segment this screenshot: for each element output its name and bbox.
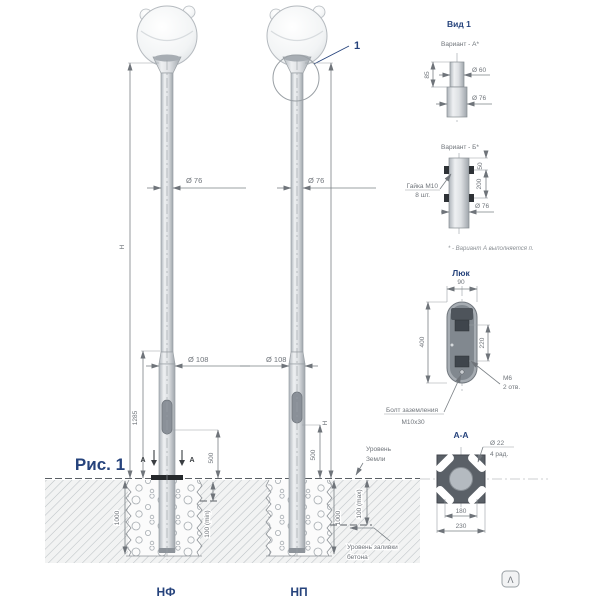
dim-d60: Ø 60	[472, 67, 487, 74]
dim-90: 90	[457, 279, 465, 286]
dim-220: 220	[479, 337, 486, 349]
ground-level-label	[356, 446, 392, 475]
dim-d76-vb: Ø 76	[475, 203, 490, 210]
variant-a-label: Вариант - А*	[441, 41, 480, 48]
variant-note: * - Вариант А выполняется п.	[448, 246, 534, 252]
svg-text:Гайка М10: Гайка М10	[406, 183, 438, 190]
pole-right	[267, 6, 360, 560]
view1-variant-b	[405, 144, 534, 252]
dim-500-left: 500	[208, 452, 215, 464]
svg-text:Ø 22: Ø 22	[490, 440, 505, 447]
dim-d108-left: Ø 108	[188, 355, 209, 364]
pole-left-code: НФ	[156, 585, 176, 599]
dim-85: 85	[424, 71, 431, 79]
dim-1000-left: 1000	[114, 510, 121, 526]
dim-180: 180	[455, 508, 467, 515]
section-a-a	[420, 430, 548, 533]
svg-text:М6: М6	[503, 375, 513, 382]
hatch-detail	[384, 268, 520, 426]
callout-1: 1	[354, 40, 361, 52]
dim-400: 400	[419, 336, 426, 348]
svg-text:Земли: Земли	[366, 456, 386, 463]
figure-label: Рис. 1	[74, 455, 126, 474]
dim-230: 230	[455, 523, 467, 530]
dim-d76-left: Ø 76	[186, 176, 203, 185]
dim-500-right: 500	[310, 449, 317, 461]
dim-100max: 100 (max)	[356, 489, 363, 519]
dim-d76-va: Ø 76	[472, 95, 487, 102]
hatch-title: Люк	[452, 268, 470, 278]
pole-right-code: НП	[290, 585, 308, 599]
ground-bolt-label	[384, 375, 461, 426]
dim-100min: 100 (min)	[204, 510, 211, 538]
svg-text:Уровень: Уровень	[366, 446, 392, 453]
pole-cross-section	[450, 468, 473, 491]
dim-h-right: H	[322, 420, 329, 426]
dim-50: 50	[477, 162, 484, 170]
svg-text:8 шт.: 8 шт.	[415, 192, 430, 199]
pole-left	[137, 6, 197, 560]
section-mark-a-left: А	[140, 457, 146, 464]
svg-text:бетона: бетона	[347, 554, 368, 561]
section-mark-a-right: А	[189, 457, 195, 464]
variant-b-label: Вариант - Б*	[441, 144, 479, 151]
svg-text:Уровень заливки: Уровень заливки	[347, 544, 398, 551]
watermark-logo	[502, 571, 519, 587]
dim-d76-right: Ø 76	[308, 176, 325, 185]
svg-text:М10х30: М10х30	[401, 419, 425, 426]
dim-h-left: H	[119, 244, 126, 250]
dim-d108-right: Ø 108	[266, 355, 287, 364]
view1-title: Вид 1	[447, 19, 471, 29]
svg-text:4 рад.: 4 рад.	[490, 451, 509, 458]
m6-label	[471, 361, 520, 391]
watermark-glyph: Λ	[507, 575, 514, 585]
svg-text:2 отв.: 2 отв.	[503, 384, 521, 391]
dim-1000-right: 1000	[335, 510, 342, 526]
svg-text:Болт заземления: Болт заземления	[386, 407, 438, 414]
section-title: А-А	[453, 430, 469, 440]
dim-200: 200	[476, 178, 483, 190]
view1-variant-a	[424, 19, 492, 123]
dim-1285: 1285	[132, 410, 139, 426]
